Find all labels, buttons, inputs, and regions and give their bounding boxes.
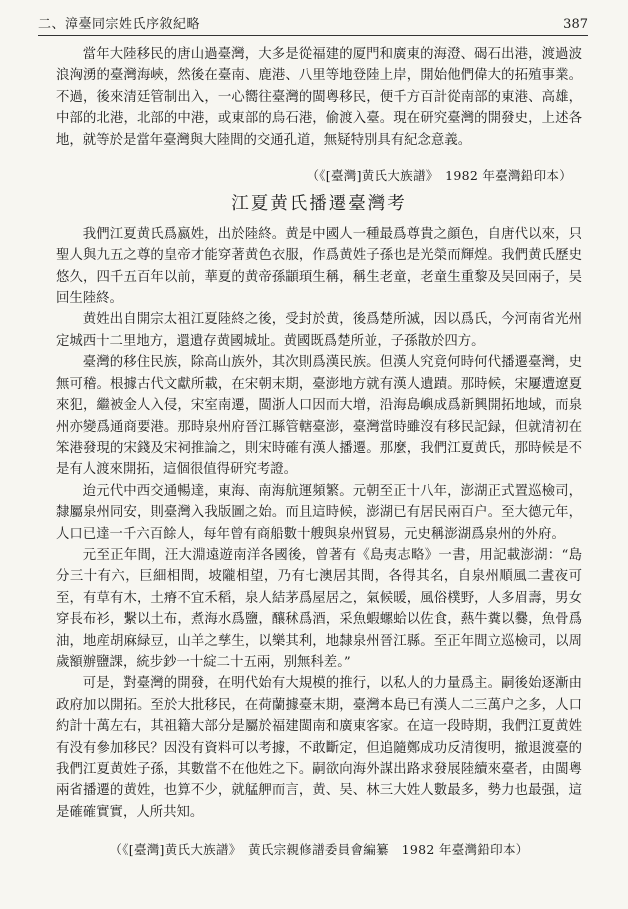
paragraph: 當年大陸移民的唐山過臺灣，大多是從福建的厦門和廣東的海澄、碣石出港，渡過波浪洶湧的臺灣海峽，然後在臺南、鹿港、八里等地登陸上岸，開始他們偉大的拓殖事業。不過，後來清廷管制出入，一心嚮往臺灣的閩粵移民，便千方百計從南部的東港、高雄，中部的北港，北部的中港，或東部的烏石港，偷渡入臺。現在研究臺灣的開發史，上述各地，就等於是當年臺灣與大陸間的交通孔道，無疑特別具有紀念意義。: [56, 47, 582, 148]
source-citation: （《[臺灣]黄氏大族譜》 1982 年臺灣鉛印本）: [306, 168, 572, 184]
running-header: [38, 6, 588, 36]
paragraph: 可是，對臺灣的開發，在明代始有大規模的推行，以私人的力量爲主。嗣後始逐漸由政府加以開拓。至於大批移民，在荷蘭據臺末期，臺灣本島已有漢人二三萬户之多，人口約計十萬左右，其祖籍大部分是屬於福建閩南和廣東客家。在這一段時期，我們江夏黄姓有没有參加移民？因没有資料可以考據，不敢斷定，但追隨鄭成功反清復明，撤退渡臺的我們江夏黄姓子孫，其數當不在他姓之下。嗣欲向海外謀出路求發展陸續來臺者，由閩粵兩省播遷的黄姓，也算不少，就艋舺而言，黄、吴、林三大姓人數最多，勢力也最强，這是確確實實，人所共知。: [56, 676, 582, 820]
page-body: [56, 44, 582, 861]
paragraph: 迨元代中西交通暢達，東海、南海航運頻繁。元朝至正十八年，澎湖正式置巡檢司，隸屬泉州同安，則臺灣入我版圖之始。而且這時候，澎湖已有居民兩百户。至大德元年，人口已達一千六百餘人，每年曾有商船數十艘與泉州貿易，元史稱澎湖爲泉州的外府。: [56, 483, 582, 542]
article-2: [56, 194, 582, 860]
paragraph: 我們江夏黄氏爲嬴姓，出於陸終。黄是中國人一種最爲尊貴之顔色，自唐代以來，只聖人與九五之尊的皇帝才能穿著黄色衣服，作爲黄姓子孫也是光榮而輝煌。我們黄氏歷史悠久，四千五百年以前，華夏的黄帝孫顓頊生稱，稱生老童，老童生重黎及吴回兩子，吴回生陸終。: [56, 226, 582, 307]
paragraph: 黄姓出自開宗太祖江夏陸終之後，受封於黄，後爲楚所滅，因以爲氏，今河南省光州定城西十二里地方，還遺存黄國城址。黄國既爲楚所並，子孫散於四方。: [56, 312, 582, 349]
paragraph: 臺灣的移住民族，除高山族外，其次則爲漢民族。但漢人究竟何時何代播遷臺灣，史無可稽。根據古代文獻所載，在宋朝末期，臺澎地方就有漢人遺蹟。那時候，宋屢遭遼夏來犯，繼被金人入侵，宋室南遷，閩浙人口因而大增，沿海島嶼成爲新興開拓地域，而泉州亦變爲通商要港。那時泉州府晉江縣管轄臺澎，臺灣當時雖沒有移民記録，但就清初在笨港發現的宋錢及宋祠推論之，則宋時確有漢人播遷。那麼，我們江夏黄氏，那時候是不是有人渡來開拓，這個很值得研究考證。: [56, 355, 582, 478]
paragraph: 元至正年間，汪大淵遠遊南洋各國後，曾著有《島夷志略》一書，用記載澎湖：“島分三十有六，巨細相間，坡隴相望，乃有七澳居其間，各得其名，自泉州順風二晝夜可至，有草有木，土瘠不宜禾稻，泉人結茅爲屋居之，氣候暖，風俗樸野，人多眉壽，男女穿長布衫，繫以土布，煮海水爲鹽，釀秫爲酒，采魚蝦螺蛤以佐食，爇牛糞以爨，魚骨爲油，地産胡麻緑豆，山羊之孳生，以樂其利，地隸泉州晉江縣。至正年間立巡檢司，以周歲額辦鹽課，統步鈔一十綻二十五兩，别無科差。”: [56, 547, 582, 670]
section-title: 二、漳臺同宗姓氏序敘紀略: [38, 17, 201, 32]
article-title: 江夏黄氏播遷臺灣考: [231, 194, 407, 215]
source-citation: （《[臺灣]黄氏大族譜》 黄氏宗親修譜委員會編纂 1982 年臺灣鉛印本）: [109, 842, 529, 858]
article-1: [56, 44, 582, 186]
page-number: 387: [563, 17, 588, 32]
